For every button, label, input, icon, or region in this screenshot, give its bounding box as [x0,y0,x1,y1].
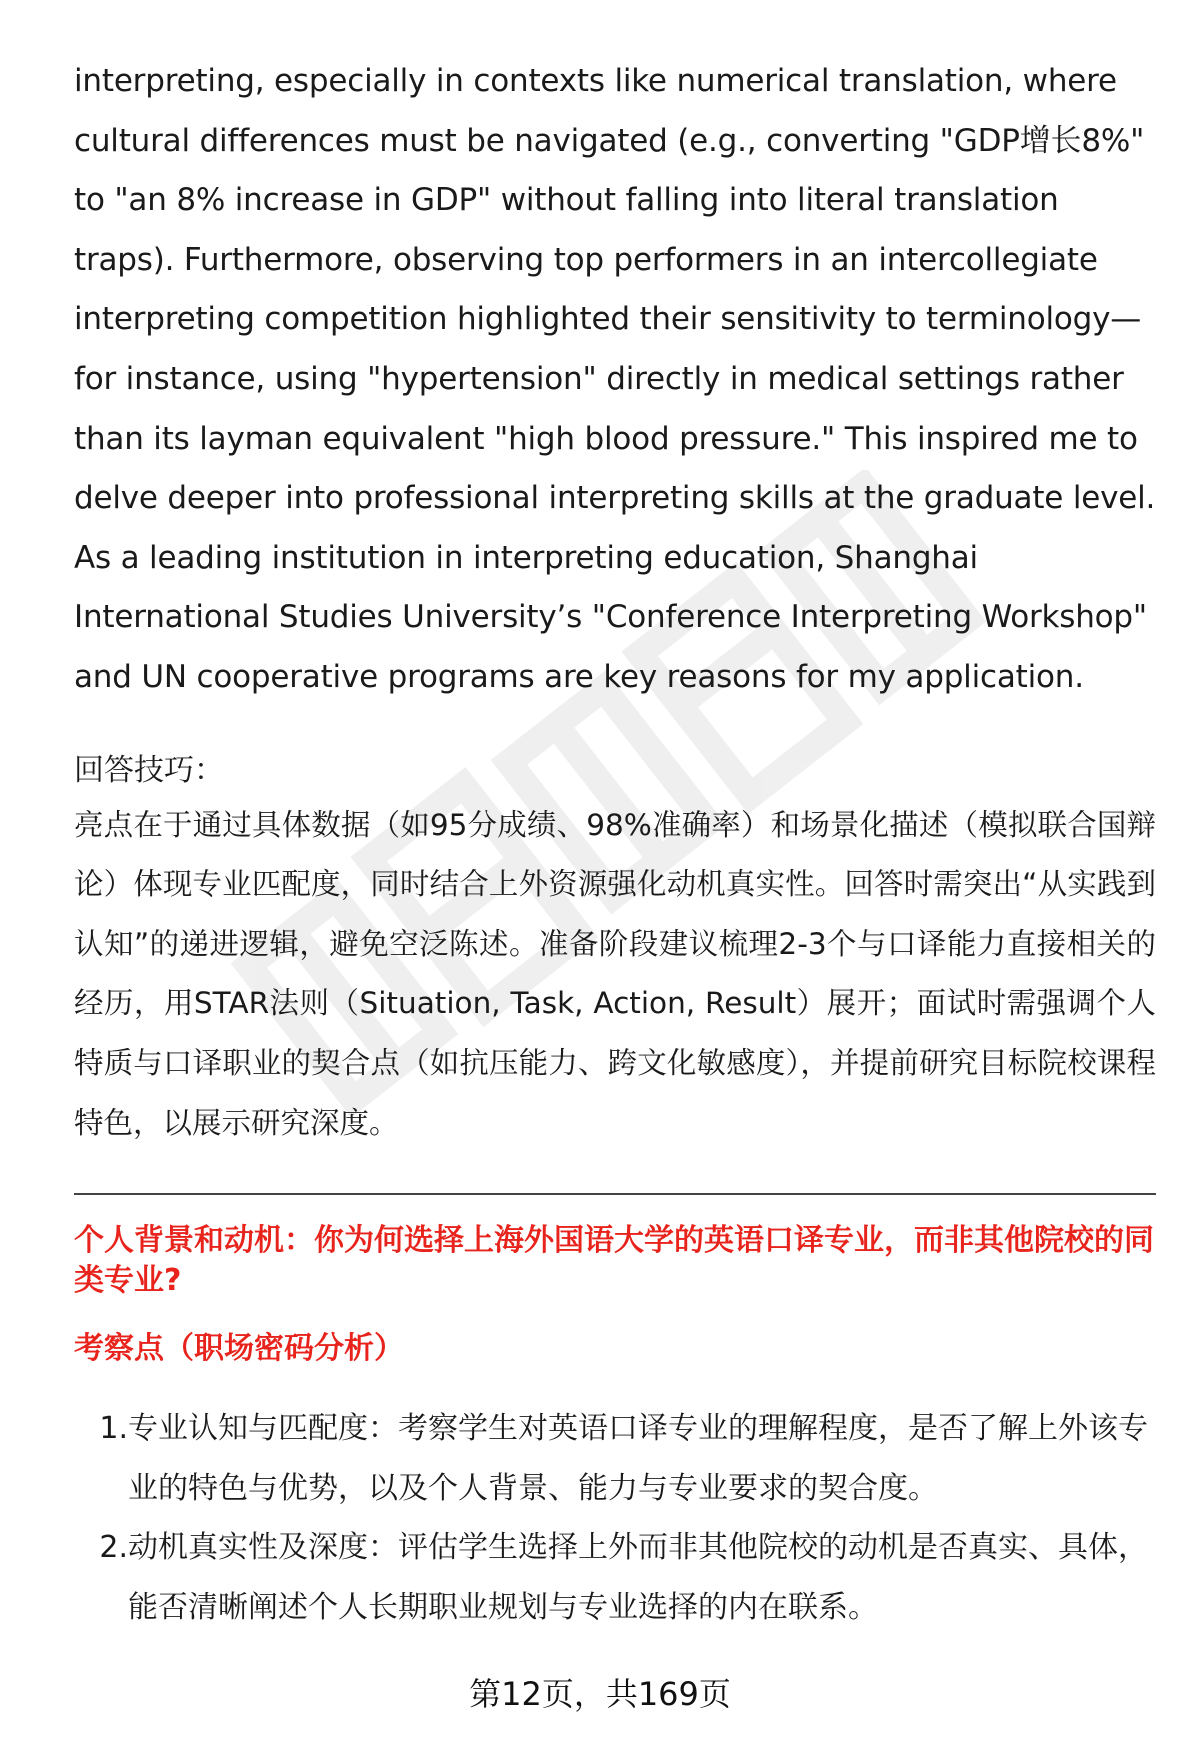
question-title: 个人背景和动机：你为何选择上海外国语大学的英语口译专业，而非其他院校的同类专业? [74,1223,1154,1299]
tips-paragraph: 亮点在于通过具体数据（如95分成绩、98%准确率）和场景化描述（模拟联合国辩论）体现专业匹配度，同时结合上外资源强化动机真实性。回答时需突出“从实践到认知”的递进逻辑，避免空泛陈述。准备阶段建议梳理2-3个与口译能力直接相关的经历，用STAR法则（Situation, Task, Action, Result）展开；面试时需强调个人特质与口译职业的契合点（如抗压能力、跨文化敏感度），并提前研究目标院校课程特色，以展示研究深度。 [74,807,1156,1140]
assessment-heading: 考察点（职场密码分析） [74,1331,404,1367]
list-item-number: 2. [99,1530,128,1566]
list-item-text: 专业认知与匹配度：考察学生对英语口译专业的理解程度，是否了解上外该专业的特色与优势，以及个人背景、能力与专业要求的契合度。 [128,1411,1148,1506]
tips-heading: 回答技巧： [74,752,224,788]
list-item [74,1399,1156,1518]
document-page [74,52,1156,1637]
english-paragraph: interpreting, especially in contexts like numerical translation, where cultural differences must be navigated (e.g., converting "GDP增长8%" to "an 8% increase in GDP" without falling into literal translation traps). Furthermore, observing top performers in an intercollegiate interpreting competition highlighted their sensitivity to terminology—for instance, using "hypertension" directly in medical settings rather than its layman equivalent "high blood pressure." This inspired me to delve deeper into professional interpreting skills at the graduate level. As a leading institution in interpreting education, Shanghai International Studies University’s "Conference Interpreting Workshop" and UN cooperative programs are key reasons for my application. [74,63,1156,695]
list-item [74,1518,1156,1637]
list-item-number: 1. [99,1411,128,1447]
section-divider [74,1193,1156,1195]
list-item-text: 动机真实性及深度：评估学生选择上外而非其他院校的动机是否真实、具体，能否清晰阐述个人长期职业规划与专业选择的内在联系。 [128,1530,1148,1625]
page-number: 第12页，共169页 [469,1675,731,1713]
assessment-points [74,1399,1156,1637]
